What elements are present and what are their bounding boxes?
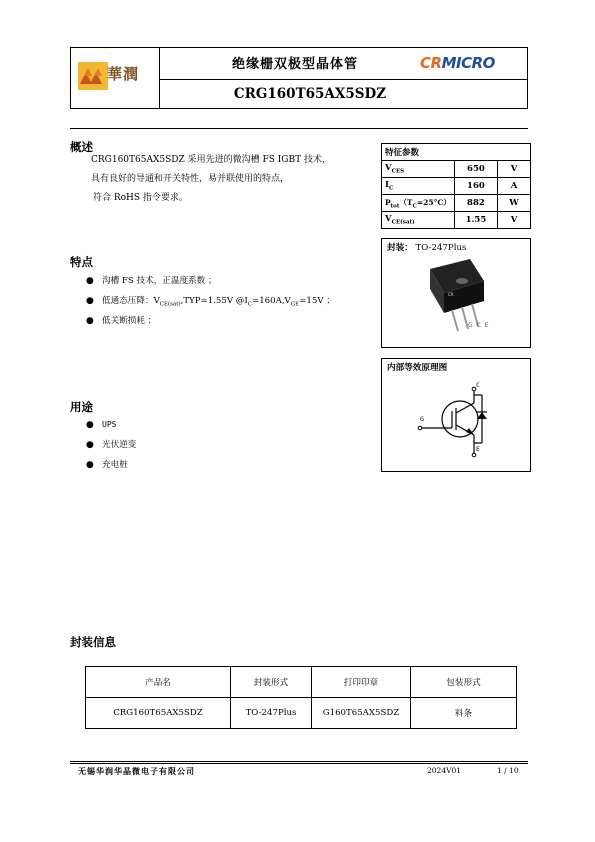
- pin-label: G: [468, 322, 473, 329]
- table-cell: CRG160T65AX5SDZ: [86, 698, 231, 729]
- table-cell: TO-247Plus: [231, 698, 312, 729]
- pin-g-label: G: [420, 415, 424, 423]
- pin-e-label: E: [476, 445, 480, 453]
- pin-c-label: C: [476, 381, 480, 389]
- table-cell: 料条: [411, 698, 517, 729]
- pin-label: E: [484, 322, 489, 329]
- brand-logo-icon: [78, 62, 108, 90]
- table-cell: G160T65AX5SDZ: [312, 698, 411, 729]
- feature-text: =15V ；: [299, 296, 335, 306]
- table-row: [382, 161, 531, 178]
- overview-line: 具有良好的导通和开关特性，易并联使用的特点，: [91, 174, 290, 184]
- overview-line: CRG160T65AX5SDZ 采用先进的微沟槽 FS IGBT 技术，: [91, 155, 331, 165]
- table-header: 封装形式: [231, 667, 312, 698]
- footer-rule: [70, 761, 528, 762]
- company-logo: [420, 54, 495, 72]
- features-list: [86, 271, 335, 331]
- list-item: [86, 271, 335, 291]
- list-item: [86, 435, 136, 455]
- circuit-box: [381, 358, 531, 472]
- overview-text: [91, 151, 371, 208]
- table-header: 包装形式: [411, 667, 517, 698]
- footer-page: 1 / 10: [497, 766, 519, 775]
- brand-name: 華潤: [107, 65, 140, 83]
- pin-labels: [468, 322, 489, 329]
- applications-heading: 用途: [70, 400, 93, 414]
- logo-part-m: M: [441, 54, 456, 72]
- table-row: [382, 178, 531, 195]
- svg-text:CR: CR: [448, 292, 454, 297]
- list-item: [86, 311, 335, 331]
- table-header-row: [86, 667, 517, 698]
- package-image: [422, 255, 502, 345]
- table-header: 打印印章: [312, 667, 411, 698]
- package-box: [381, 238, 531, 348]
- part-number: CRG160T65AX5SDZ: [233, 86, 387, 102]
- list-item: [86, 455, 136, 475]
- table-row: [382, 212, 531, 229]
- list-item: [86, 415, 136, 435]
- header-divider-horizontal: [159, 79, 528, 80]
- overview-line: 符合 RoHS 指令要求。: [93, 193, 188, 203]
- spec-param: $I_C$: [382, 178, 455, 195]
- logo-part-cr: CR: [420, 54, 442, 72]
- spec-value: 1.55: [454, 212, 497, 229]
- application-text: 光伏逆变: [102, 440, 137, 450]
- header-rule: [70, 128, 528, 129]
- feature-sub: C: [247, 301, 253, 308]
- feature-text: 沟槽 FS 技术，正温度系数 ；: [102, 276, 217, 286]
- feature-text: 低通态压降：V: [102, 296, 160, 306]
- package-value: TO-247Plus: [415, 243, 467, 253]
- spec-param: $P_{tot}(T_C=25^\circ C)$: [382, 195, 455, 212]
- spec-unit: A: [498, 178, 531, 195]
- spec-param: $V_{CES}$: [382, 161, 455, 178]
- footer-version: 2024V01: [427, 766, 462, 775]
- spec-table-heading: 特征参数: [382, 144, 531, 161]
- feature-sub: GE: [290, 301, 300, 308]
- package-label: 封装：: [387, 243, 413, 253]
- spec-value: 650: [454, 161, 497, 178]
- pin-label: C: [476, 322, 481, 329]
- package-info-table: [85, 666, 517, 729]
- application-text: UPS: [102, 420, 117, 429]
- table-row: [382, 195, 531, 212]
- feature-sub: CE(sat): [159, 301, 181, 308]
- applications-list: [86, 415, 136, 475]
- list-item: [86, 291, 335, 311]
- table-row: [86, 698, 517, 729]
- spec-unit: W: [498, 195, 531, 212]
- feature-text: 低关断损耗 ；: [102, 316, 157, 326]
- features-heading: 特点: [70, 255, 93, 269]
- feature-text: ,TYP=1.55V @I: [180, 296, 248, 306]
- circuit-label: 内部等效原理图: [387, 363, 448, 373]
- footer-rule: [70, 763, 528, 764]
- igbt-schematic: [412, 375, 512, 467]
- spec-unit: V: [498, 161, 531, 178]
- footer-company: 无锡华润华晶微电子有限公司: [78, 766, 195, 776]
- spec-value: 160: [454, 178, 497, 195]
- package-caption: [387, 241, 466, 253]
- spec-param: $V_{CE(sat)}$: [382, 212, 455, 229]
- spec-table: [381, 143, 531, 229]
- package-info-heading: 封装信息: [70, 635, 116, 649]
- application-text: 充电桩: [102, 460, 128, 470]
- spec-unit: V: [498, 212, 531, 229]
- document-title: 绝缘栅双极型晶体管: [231, 57, 358, 72]
- spec-value: 882: [454, 195, 497, 212]
- logo-part-icro: ICRO: [456, 54, 495, 72]
- table-header: 产品名: [86, 667, 231, 698]
- overview-heading: 概述: [70, 140, 93, 154]
- feature-text: =160A,V: [252, 296, 291, 306]
